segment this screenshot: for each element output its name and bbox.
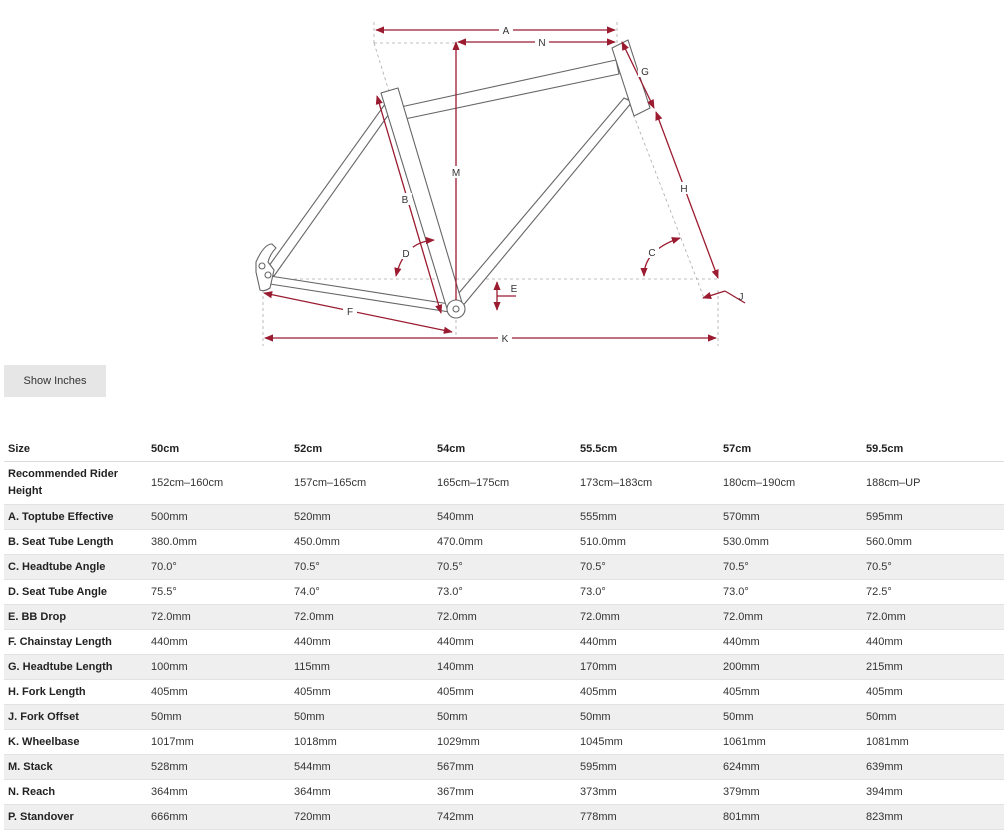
table-row: [4, 804, 1004, 829]
row-label: Recommended Rider Height: [8, 467, 119, 497]
table-row: [4, 461, 1004, 504]
show-inches-button[interactable]: Show Inches: [4, 365, 106, 397]
table-cell: 72.0mm: [437, 610, 477, 623]
table-cell: 1018mm: [294, 735, 337, 748]
table-cell: 200mm: [723, 660, 760, 673]
row-label: M. Stack: [8, 760, 53, 773]
table-cell: 405mm: [580, 685, 617, 698]
table-cell: 510.0mm: [580, 535, 626, 548]
table-cell: 180cm–190cm: [723, 476, 796, 489]
table-cell: 140mm: [437, 660, 474, 673]
table-cell: 115mm: [294, 660, 330, 673]
table-cell: 405mm: [294, 685, 331, 698]
table-cell: 72.0mm: [723, 610, 763, 623]
table-row: [4, 554, 1004, 579]
table-cell: 520mm: [294, 510, 331, 523]
table-cell: 450.0mm: [294, 535, 340, 548]
table-cell: 380.0mm: [151, 535, 197, 548]
table-cell: 157cm–165cm: [294, 476, 367, 489]
row-label: P. Standover: [8, 810, 74, 823]
table-cell: 540mm: [437, 510, 474, 523]
label-f: F: [346, 307, 354, 318]
table-cell: 70.5°: [866, 560, 892, 573]
row-label: K. Wheelbase: [8, 735, 80, 748]
table-cell: 74.0°: [294, 585, 320, 598]
label-g: G: [641, 67, 649, 78]
table-cell: 555mm: [580, 510, 617, 523]
table-cell: 1081mm: [866, 735, 909, 748]
table-cell: 70.5°: [580, 560, 606, 573]
table-cell: 440mm: [580, 635, 617, 648]
size-column-header: 55.5cm: [576, 437, 719, 461]
table-cell: 50mm: [151, 710, 182, 723]
table-cell: 778mm: [580, 810, 617, 823]
table-cell: 530.0mm: [723, 535, 769, 548]
table-cell: 405mm: [866, 685, 903, 698]
table-cell: 173cm–183cm: [580, 476, 653, 489]
table-cell: 72.0mm: [580, 610, 620, 623]
size-column-header: 50cm: [147, 437, 290, 461]
table-cell: 75.5°: [151, 585, 177, 598]
table-cell: 595mm: [580, 760, 617, 773]
size-header-row: [4, 437, 1004, 461]
label-m: M: [451, 168, 461, 179]
label-a: A: [502, 26, 510, 37]
label-n: N: [538, 38, 546, 49]
row-label: E. BB Drop: [8, 610, 67, 623]
table-cell: 1017mm: [151, 735, 194, 748]
row-label: N. Reach: [8, 785, 56, 798]
table-row: [4, 604, 1004, 629]
table-cell: 720mm: [294, 810, 331, 823]
size-column-header: 52cm: [290, 437, 433, 461]
table-cell: 73.0°: [437, 585, 463, 598]
table-cell: 50mm: [437, 710, 468, 723]
table-cell: 379mm: [723, 785, 760, 798]
label-k: K: [501, 334, 509, 345]
table-cell: 50mm: [580, 710, 611, 723]
table-cell: 72.0mm: [866, 610, 906, 623]
row-label: C. Headtube Angle: [8, 560, 106, 573]
table-cell: 188cm–UP: [866, 476, 921, 489]
table-cell: 528mm: [151, 760, 188, 773]
label-c: C: [648, 248, 656, 259]
table-cell: 50mm: [294, 710, 325, 723]
table-cell: 50mm: [723, 710, 754, 723]
table-cell: 801mm: [723, 810, 760, 823]
table-cell: 367mm: [437, 785, 474, 798]
table-cell: 70.5°: [294, 560, 320, 573]
seatstay: [266, 100, 396, 276]
table-cell: 595mm: [866, 510, 903, 523]
table-cell: 639mm: [866, 760, 903, 773]
table-cell: 100mm: [151, 660, 188, 673]
table-row: [4, 779, 1004, 804]
table-cell: 440mm: [866, 635, 903, 648]
label-j: J: [738, 292, 744, 303]
table-cell: 364mm: [151, 785, 188, 798]
table-cell: 570mm: [723, 510, 760, 523]
table-row: [4, 529, 1004, 554]
table-cell: 440mm: [294, 635, 331, 648]
size-header: Size: [4, 437, 147, 461]
table-cell: 544mm: [294, 760, 331, 773]
size-column-header: 54cm: [433, 437, 576, 461]
geometry-table: [4, 437, 1004, 830]
chainstay: [270, 276, 456, 313]
bike-frame: [256, 40, 650, 318]
size-column-header: 57cm: [719, 437, 862, 461]
table-cell: 72.0mm: [294, 610, 334, 623]
table-cell: 1029mm: [437, 735, 480, 748]
table-cell: 666mm: [151, 810, 188, 823]
table-cell: 567mm: [437, 760, 474, 773]
table-cell: 440mm: [151, 635, 188, 648]
size-column-header: 59.5cm: [862, 437, 1004, 461]
down-tube: [453, 98, 632, 308]
table-cell: 373mm: [580, 785, 617, 798]
label-b: B: [401, 195, 409, 206]
table-cell: 405mm: [723, 685, 760, 698]
table-cell: 405mm: [151, 685, 188, 698]
row-label: B. Seat Tube Length: [8, 535, 114, 548]
label-e: E: [510, 284, 518, 295]
table-cell: 394mm: [866, 785, 903, 798]
table-cell: 152cm–160cm: [151, 476, 224, 489]
table-cell: 70.0°: [151, 560, 177, 573]
table-cell: 742mm: [437, 810, 474, 823]
table-cell: 440mm: [437, 635, 474, 648]
row-label: A. Toptube Effective: [8, 510, 114, 523]
table-cell: 215mm: [866, 660, 903, 673]
table-cell: 73.0°: [723, 585, 749, 598]
table-cell: 440mm: [723, 635, 760, 648]
table-cell: 500mm: [151, 510, 188, 523]
table-cell: 72.0mm: [151, 610, 191, 623]
label-d: D: [402, 249, 410, 260]
table-row: [4, 579, 1004, 604]
row-label: G. Headtube Length: [8, 660, 113, 673]
table-cell: 170mm: [580, 660, 617, 673]
table-cell: 73.0°: [580, 585, 606, 598]
row-label: J. Fork Offset: [8, 710, 79, 723]
table-row: [4, 679, 1004, 704]
table-cell: 1061mm: [723, 735, 766, 748]
label-h: H: [680, 184, 688, 195]
table-cell: 1045mm: [580, 735, 623, 748]
table-row: [4, 504, 1004, 529]
table-cell: 165cm–175cm: [437, 476, 510, 489]
row-label: D. Seat Tube Angle: [8, 585, 108, 598]
table-cell: 70.5°: [723, 560, 749, 573]
table-cell: 50mm: [866, 710, 897, 723]
table-cell: 823mm: [866, 810, 903, 823]
seat-tube: [381, 88, 463, 312]
table-cell: 624mm: [723, 760, 760, 773]
top-tube: [396, 60, 619, 120]
table-cell: 560.0mm: [866, 535, 912, 548]
frame-geometry-diagram: [0, 0, 1004, 355]
table-cell: 405mm: [437, 685, 474, 698]
table-cell: 72.5°: [866, 585, 892, 598]
table-cell: 364mm: [294, 785, 331, 798]
table-row: [4, 754, 1004, 779]
row-label: F. Chainstay Length: [8, 635, 112, 648]
table-row: [4, 704, 1004, 729]
table-row: [4, 654, 1004, 679]
table-row: [4, 729, 1004, 754]
table-cell: 70.5°: [437, 560, 463, 573]
table-cell: 470.0mm: [437, 535, 483, 548]
table-row: [4, 629, 1004, 654]
row-label: H. Fork Length: [8, 685, 86, 698]
